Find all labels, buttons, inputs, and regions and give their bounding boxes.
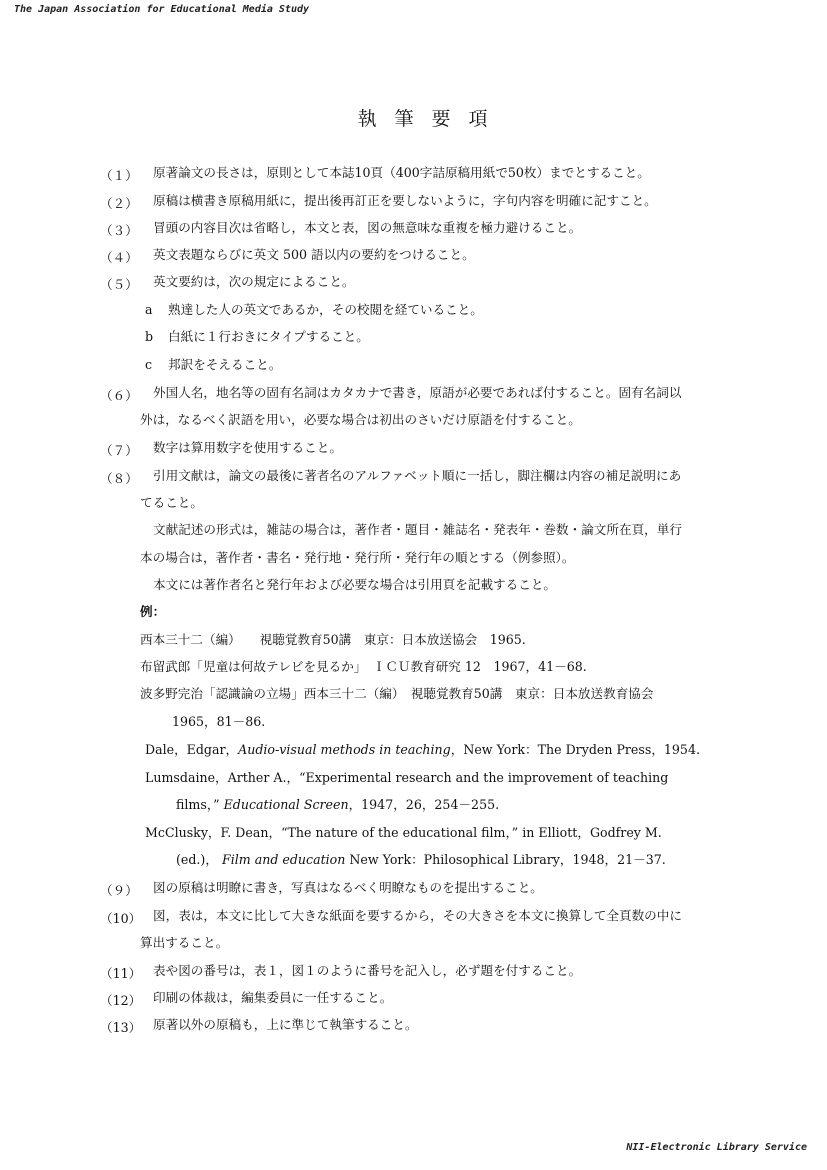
item-number-12: （12）	[100, 993, 142, 1008]
item-text-9: 図の原稿は明瞭に書き，写真はなるべく明瞭なものを提出すること。	[153, 880, 543, 895]
item-text-11: 表や図の番号は，表１，図１のように番号を記入し，必ず題を付すること。	[153, 963, 582, 978]
sub-item-text-a: 熟達した人の英文であるか，その校閲を経ていること。	[168, 302, 483, 317]
ref-en-2-volume: ，1947，26，254－255.	[348, 797, 500, 812]
item-text-5: 英文要約は，次の規定によること。	[153, 274, 355, 289]
item-text-4: 英文表題ならびに英文 500 語以内の要約をつけること。	[153, 247, 475, 262]
format-paragraph-line-1: 文献記述の形式は，雑誌の場合は，著作者・題目・雑誌名・発表年・巻数・論文所在頁，単行	[153, 522, 682, 537]
item-text-3: 冒頭の内容目次は省略し，本文と表，図の無意味な重複を極力避けること。	[153, 220, 582, 235]
item-text-10-line-2: 算出すること。	[140, 935, 229, 950]
journal-header: The Japan Association for Educational Media Study	[14, 4, 310, 15]
item-text-13: 原著以外の原稿も，上に準じて執筆すること。	[153, 1017, 418, 1032]
reference-en-3-line-1: McClusky，F. Dean，“The nature of the educational film，” in Elliott，Godfrey M.	[145, 825, 662, 840]
item-number-2: （２）	[100, 196, 138, 211]
reference-en-2-line-1: Lumsdaine，Arther A.，“Experimental research and the improvement of teaching	[145, 770, 669, 785]
item-text-8-line-2: てること。	[140, 495, 203, 510]
ref-en-3-title: Film and education	[221, 852, 346, 867]
sub-item-mark-c: c	[145, 357, 153, 372]
reference-jp-1: 西本三十二（編） 視聴覚教育50講 東京：日本放送協会 1965.	[140, 632, 526, 647]
citation-paragraph: 本文には著作者名と発行年および必要な場合は引用頁を記載すること。	[153, 577, 556, 592]
item-text-12: 印刷の体裁は，編集委員に一任すること。	[153, 990, 393, 1005]
reference-en-1	[145, 742, 700, 758]
sub-item-text-c: 邦訳をそえること。	[168, 357, 282, 372]
item-text-2: 原稿は横書き原稿用紙に，提出後再訂正を要しないように，字句内容を明確に記すこと。	[153, 193, 657, 208]
item-number-9: （９）	[100, 883, 138, 898]
ref-en-1-title: Audio-visual methods in teaching	[238, 742, 451, 757]
reference-en-2-line-2	[176, 797, 499, 813]
reference-en-3-line-2	[176, 852, 666, 868]
reference-jp-3: 波多野完治「認識論の立場」西本三十二（編） 視聴覚教育50講 東京：日本放送教育協会	[140, 686, 654, 701]
ref-en-3-publisher: New York：Philosophical Library，1948，21－37.	[345, 852, 666, 867]
example-label: 例：	[140, 604, 166, 619]
reference-jp-3-cont: 1965，81－86.	[172, 714, 266, 729]
ref-en-2-journal: Educational Screen	[223, 797, 349, 812]
item-number-11: （11）	[100, 966, 142, 981]
ref-en-1-publisher: ，New York：The Dryden Press，1954.	[450, 742, 700, 757]
page-title: 執筆要項	[357, 108, 506, 130]
library-footer: NII-Electronic Library Service	[626, 1142, 807, 1153]
item-text-7: 数字は算用数字を使用すること。	[153, 440, 342, 455]
item-text-8-line-1: 引用文献は，論文の最後に著者名のアルファベット順に一括し，脚注欄は内容の補足説明にあ	[153, 468, 682, 483]
item-number-6: （６）	[100, 388, 138, 403]
item-number-1: （１）	[100, 168, 138, 183]
item-text-1: 原著論文の長さは，原則として本誌10頁（400字詰原稿用紙で50枚）までとすること。	[153, 165, 650, 180]
item-number-13: （13）	[100, 1020, 142, 1035]
item-text-6-line-2: 外は，なるべく訳語を用い，必要な場合は初出のさいだけ原語を付すること。	[140, 412, 581, 427]
item-number-10: （10）	[100, 911, 142, 926]
item-number-3: （３）	[100, 223, 138, 238]
item-number-8: （８）	[100, 471, 138, 486]
item-text-6-line-1: 外国人名，地名等の固有名詞はカタカナで書き，原語が必要であれば付すること。固有名詞以	[153, 385, 682, 400]
item-number-5: （５）	[100, 277, 138, 292]
ref-en-1-author: Dale，Edgar，	[145, 742, 239, 757]
reference-jp-2: 布留武郎「児童は何故テレビを見るか」 ＩＣＵ教育研究 12 1967，41－68.	[140, 659, 587, 674]
sub-item-mark-a: a	[145, 302, 153, 317]
sub-item-text-b: 白紙に１行おきにタイプすること。	[168, 329, 369, 344]
sub-item-mark-b: b	[145, 329, 154, 344]
item-number-7: （７）	[100, 443, 138, 458]
ref-en-2-title-end: films，”	[176, 797, 220, 812]
item-number-4: （４）	[100, 250, 138, 265]
ref-en-3-editor: (ed.)，	[176, 852, 218, 867]
format-paragraph-line-2: 本の場合は，著作者・書名・発行地・発行所・発行年の順とする（例参照）。	[140, 550, 575, 565]
item-text-10-line-1: 図，表は，本文に比して大きな紙面を要するから，その大きさを本文に換算して全頁数の中に	[153, 908, 682, 923]
